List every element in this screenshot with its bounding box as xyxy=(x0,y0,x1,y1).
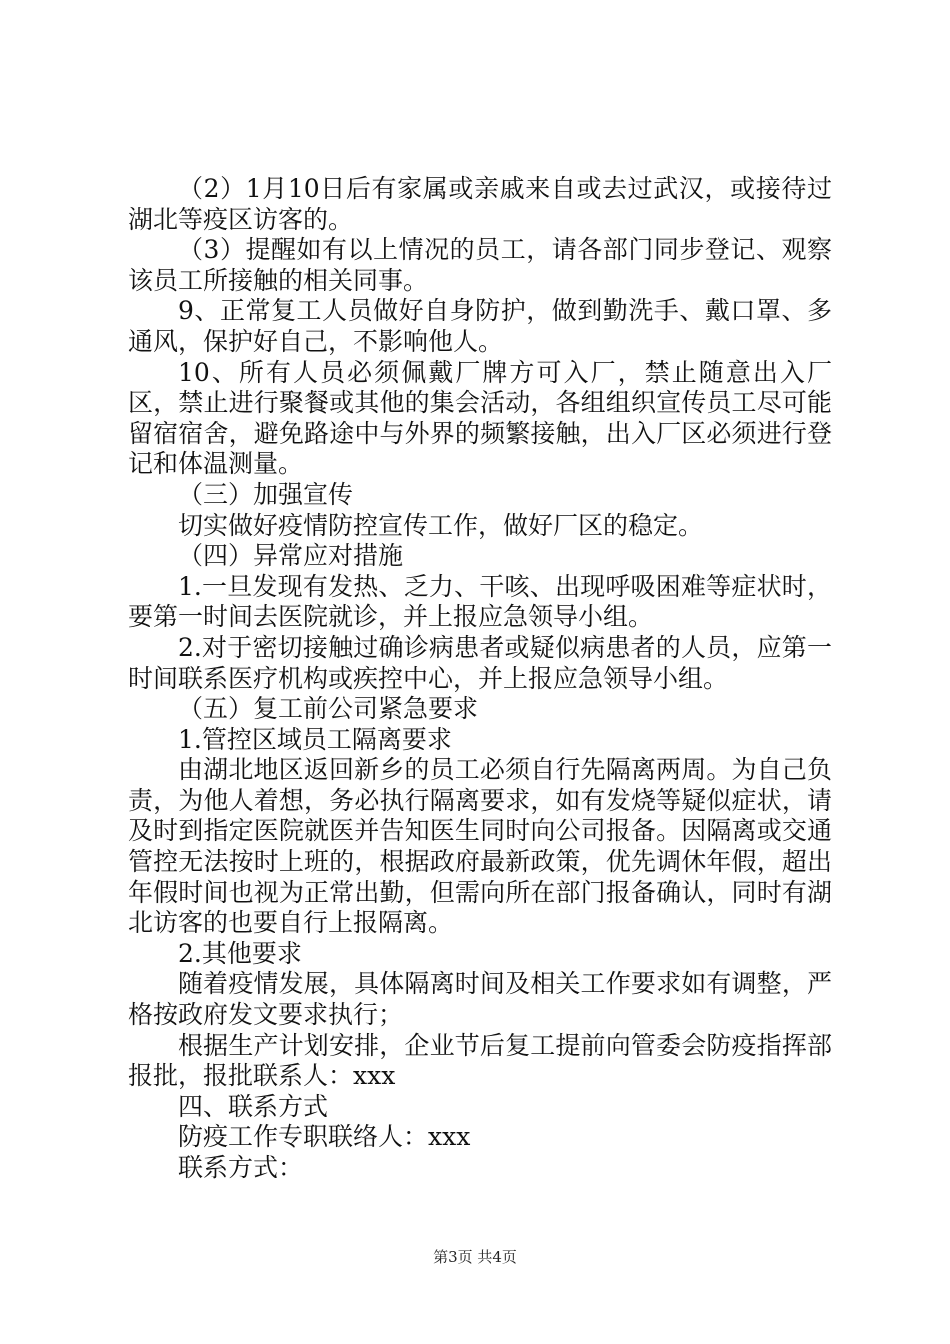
paragraph: （3）提醒如有以上情况的员工，请各部门同步登记、观察该员工所接触的相关同事。 xyxy=(128,235,832,295)
page-footer: 第3页 共4页 xyxy=(433,1248,517,1266)
paragraph: 2.对于密切接触过确诊病患者或疑似病患者的人员，应第一时间联系医疗机构或疾控中心，并上报应急领导小组。 xyxy=(128,632,832,693)
paragraph: 随着疫情发展，具体隔离时间及相关工作要求如有调整，严格按政府发文要求执行； xyxy=(128,969,832,1030)
document-body xyxy=(128,174,832,1184)
paragraph: 1.一旦发现有发热、乏力、干咳、出现呼吸困难等症状时，要第一时间去医院就诊，并上报应急领导小组。 xyxy=(128,571,832,632)
section-heading: （四）异常应对措施 xyxy=(178,541,404,571)
section-heading: （五）复工前公司紧急要求 xyxy=(178,694,479,724)
subsection-heading: 2.其他要求 xyxy=(178,938,302,968)
paragraph: 10、所有人员必须佩戴厂牌方可入厂，禁止随意出入厂区，禁止进行聚餐或其他的集会活动，各组组织宣传员工尽可能留宿宿舍，避免路途中与外界的频繁接触，出入厂区必须进行登记和体温测量。 xyxy=(128,357,832,479)
paragraph: 切实做好疫情防控宣传工作，做好厂区的稳定。 xyxy=(178,510,704,540)
paragraph: 防疫工作专职联络人：xxx xyxy=(178,1122,471,1152)
section-heading: （三）加强宣传 xyxy=(178,479,354,509)
paragraph: 联系方式： xyxy=(178,1153,304,1182)
paragraph: 由湖北地区返回新乡的员工必须自行先隔离两周。为自己负责，为他人着想，务必执行隔离要求，如有发烧等疑似症状，请及时到指定医院就医并告知医生同时向公司报备。因隔离或交通管控无法按时上班的，根据政府最新政策，优先调休年假，超出年假时间也视为正常出勤，但需向所在部门报备确认，同时有湖北访客的也要自行上报隔离。 xyxy=(128,755,832,938)
paragraph: 9、正常复工人员做好自身防护，做到勤洗手、戴口罩、多通风，保护好自己，不影响他人。 xyxy=(128,296,832,356)
section-heading: 四、联系方式 xyxy=(178,1091,329,1121)
paragraph: 根据生产计划安排，企业节后复工提前向管委会防疫指挥部报批，报批联系人：xxx xyxy=(128,1030,832,1091)
paragraph: （2）1月10日后有家属或亲戚来自或去过武汉，或接待过湖北等疫区访客的。 xyxy=(128,174,832,234)
subsection-heading: 1.管控区域员工隔离要求 xyxy=(178,724,452,754)
